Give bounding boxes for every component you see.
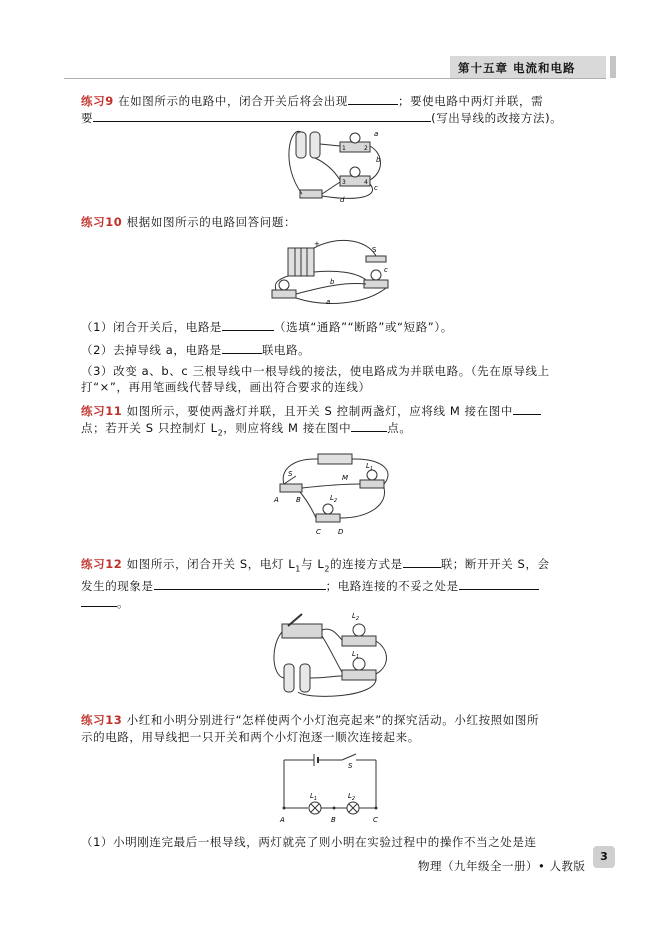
ex11-blank1: [513, 402, 541, 415]
ex12-line2: [81, 577, 539, 594]
battery-icon: [284, 664, 294, 692]
ex12-text7: 。: [117, 596, 130, 610]
ex10-q1: [81, 318, 453, 335]
chapter-header: [450, 56, 606, 78]
ex12-text2: 与 L: [301, 557, 325, 571]
ex10-q3-text2: 打“×”，再用笔画线代替导线，画出符合要求的连线）: [81, 380, 371, 394]
ex12-text5: 发生的现象是: [81, 579, 154, 593]
switch-icon: [280, 484, 302, 492]
terminal-4: 4: [364, 179, 368, 186]
ex12-line3: [81, 594, 129, 611]
ex12-text3: 的连接方式是: [330, 557, 403, 571]
switch-label: S: [348, 762, 353, 770]
ex11-text2: 点；若开关 S 只控制灯 L: [81, 421, 218, 435]
ex10-q1-text1: （1）闭合开关后，电路是: [81, 320, 223, 334]
ex9-text4: (写出导线的改接方法)。: [431, 111, 563, 125]
ex12-blank2: [154, 577, 326, 590]
ex10-q2-blank: [222, 341, 262, 354]
wire-label-b: b: [376, 156, 381, 164]
wire-label-a: a: [326, 298, 331, 306]
ex13-q1: [81, 834, 537, 850]
switch-symbol: [342, 754, 356, 760]
wire-label-m: M: [342, 474, 349, 482]
ex10-q3b: [81, 379, 371, 395]
lamp-holder-icon: [316, 514, 340, 522]
lamp-holder-icon: [342, 670, 376, 680]
lamp-label-l2: $L_2$: [352, 612, 360, 622]
plus-terminal: +: [314, 240, 320, 248]
ex9-blank2: [93, 109, 431, 122]
book-footer: 物理（九年级全一册）• 人教版: [418, 859, 586, 873]
ex13-label: 练习13: [81, 713, 123, 727]
wire-label-c: c: [374, 184, 378, 192]
ex10-line1: [81, 214, 296, 230]
point-c: C: [316, 528, 321, 536]
ex10-q2: [81, 341, 310, 358]
wire-label-b: b: [330, 278, 335, 286]
lamp-icon: [279, 280, 289, 290]
ex10-text1: 根据如图所示的电路回答问题：: [126, 215, 297, 229]
ex11-text1: 如图所示，要使两盏灯并联，且开关 S 控制两盏灯，应将线 M 接在图中: [126, 404, 514, 418]
lamp-icon: [371, 270, 381, 280]
ex13-text2: 示的电路，用导线把一只开关和两个小灯泡逐一顺次连接起来。: [81, 730, 420, 744]
ex12-circuit-figure: [268, 606, 398, 704]
ex11-line1: [81, 402, 541, 419]
ex9-blank1: [348, 92, 398, 105]
lamp-holder-icon: [272, 290, 296, 298]
switch-icon: [300, 190, 322, 198]
ex9-line1: [81, 92, 543, 109]
ex10-q3-text1: （3）改变 a、b、c 三根导线中一根导线的接法，使电路成为并联电路。（先在原导线上: [81, 364, 550, 378]
ex12-text6: ；电路连接的不妥之处是: [325, 579, 459, 593]
lamp-icon: [323, 504, 333, 514]
point-b: B: [331, 816, 336, 824]
lamp-holder-icon: [360, 480, 384, 488]
header-rule: [64, 78, 606, 79]
ex13-q1-text: （1）小明刚连完最后一根导线，两灯就亮了则小明在实验过程中的操作不当之处是连: [81, 835, 537, 849]
lamp-icon: [353, 624, 365, 636]
ex12-text4: 联；断开开关 S，会: [440, 557, 550, 571]
lamp-holder-icon: [342, 636, 376, 646]
terminal-1: 1: [342, 145, 346, 152]
lamp-label-l1: $L_1$: [352, 650, 360, 660]
ex10-q2-text2: 联电路。: [261, 343, 311, 357]
ex10-q1-blank: [222, 318, 274, 331]
switch-icon: [366, 256, 386, 262]
lamp-icon: [350, 167, 360, 177]
ex10-label: 练习10: [81, 215, 123, 229]
ex12-blank4: [81, 594, 117, 607]
ex10-q3a: [81, 363, 550, 379]
point-b: B: [296, 496, 301, 504]
ex11-line2: [81, 419, 411, 441]
ex10-q2-text1: （2）去掉导线 a，电路是: [81, 343, 222, 357]
lamp-icon: [350, 133, 360, 143]
switch-label: S: [288, 470, 293, 478]
switch-label: S: [372, 246, 377, 254]
ex12-sub2: 2: [324, 564, 331, 574]
ex12-blank3: [459, 577, 539, 590]
ex12-text1: 如图所示，闭合开关 S，电灯 L: [126, 557, 296, 571]
lamp-holder-icon: [364, 280, 388, 288]
point-c: C: [373, 816, 378, 824]
terminal-3: 3: [342, 179, 346, 186]
terminal-2: 2: [364, 145, 368, 152]
wire-label-d: d: [340, 196, 345, 204]
battery-icon: [318, 454, 352, 464]
point-d: D: [338, 528, 344, 536]
ex9-text1: 在如图所示的电路中，闭合开关后将会出现: [118, 94, 348, 108]
switch-icon: [282, 624, 322, 638]
ex9-text3: 要: [81, 111, 94, 125]
page-number: 3: [593, 846, 615, 868]
ex10-circuit-figure: [266, 232, 396, 312]
lamp-label-l1: $L_1$: [366, 462, 374, 472]
ex11-blank2: [351, 419, 387, 432]
wire-label-a: a: [374, 130, 379, 138]
ex13-line2: [81, 729, 420, 745]
ex9-circuit-figure: [280, 124, 390, 204]
ex12-line1: [81, 555, 550, 577]
ex11-text3: ，则应将线 M 接在图中: [223, 421, 352, 435]
chapter-title: 第十五章 电流和电路: [458, 61, 576, 75]
lamp-label-l2: $L_2$: [348, 792, 356, 802]
ex9-text2: ；要使电路中两灯并联，需: [397, 94, 544, 108]
ex13-text1: 小红和小明分别进行“怎样使两个小灯泡亮起来”的探究活动。小红按照如图所: [126, 713, 540, 727]
ex9-label: 练习9: [81, 94, 114, 108]
ex11-sub: 2: [217, 428, 224, 438]
battery-icon: [296, 132, 306, 158]
ex13-line1: [81, 712, 539, 728]
ex10-q1-text2: （选填“通路”“断路”或“短路”）。: [274, 320, 453, 334]
ex12-sub1: 1: [295, 564, 301, 574]
ex12-blank1: [403, 555, 441, 568]
ex13-circuit-diagram: [276, 748, 386, 824]
point-a: A: [274, 496, 279, 504]
lamp-label-l1: $L_1$: [310, 792, 318, 802]
ex11-label: 练习11: [81, 404, 123, 418]
ex12-label: 练习12: [81, 557, 123, 571]
header-tab: [610, 56, 616, 78]
lamp-label-l2: $L_2$: [330, 494, 338, 504]
point-a: A: [280, 816, 285, 824]
battery-icon: [300, 664, 310, 692]
ex11-text4: 点。: [387, 421, 412, 435]
battery-icon: [310, 132, 320, 158]
ex11-circuit-figure: [270, 444, 400, 538]
wire-label-c: c: [384, 266, 388, 274]
